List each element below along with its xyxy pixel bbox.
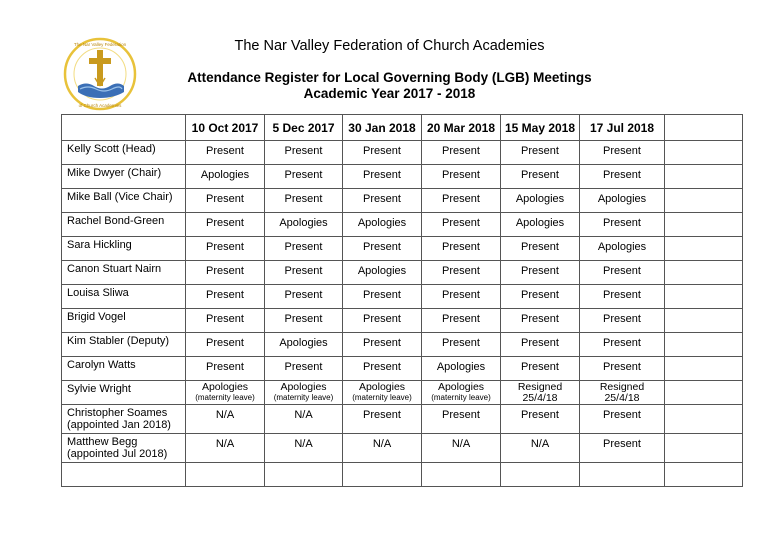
attendance-cell: N/A <box>265 434 343 463</box>
attendance-status: Apologies <box>358 381 406 393</box>
attendance-cell: Present <box>580 285 665 309</box>
attendance-table <box>61 114 743 487</box>
member-name-text: Kim Stabler (Deputy) <box>67 335 170 347</box>
attendance-cell: Present <box>186 141 265 165</box>
table-row <box>62 141 743 165</box>
empty-cell <box>665 405 743 434</box>
member-name-text: Sylvie Wright <box>67 383 131 395</box>
table-row <box>62 165 743 189</box>
table-row <box>62 463 743 487</box>
table-row <box>62 189 743 213</box>
attendance-cell: Present <box>501 261 580 285</box>
attendance-cell: Present <box>422 405 501 434</box>
table-row <box>62 381 743 405</box>
attendance-cell: N/A <box>186 434 265 463</box>
attendance-cell: Present <box>580 165 665 189</box>
attendance-cell: Present <box>343 357 422 381</box>
member-name-text: Rachel Bond-Green <box>67 215 165 227</box>
attendance-cell: Present <box>186 189 265 213</box>
attendance-cell: Apologies <box>501 189 580 213</box>
member-name <box>62 189 186 213</box>
table-row <box>62 285 743 309</box>
attendance-status: Resigned <box>517 381 563 393</box>
member-name-text: Brigid Vogel <box>67 311 126 323</box>
attendance-cell: Present <box>265 189 343 213</box>
member-name-note: (appointed Jan 2018) <box>67 419 171 431</box>
attendance-cell: N/A <box>501 434 580 463</box>
member-name-text: Louisa Sliwa <box>67 287 129 299</box>
attendance-cell <box>186 381 265 405</box>
member-name-text: Christopher Soames <box>67 407 168 419</box>
attendance-cell: Present <box>580 333 665 357</box>
member-name <box>62 381 186 405</box>
attendance-cell: Apologies <box>343 261 422 285</box>
member-name-text: Kelly Scott (Head) <box>67 143 156 155</box>
attendance-cell: Present <box>422 237 501 261</box>
attendance-cell <box>343 463 422 487</box>
attendance-cell: Present <box>580 357 665 381</box>
table-row <box>62 261 743 285</box>
attendance-cell: Present <box>265 309 343 333</box>
attendance-cell: Present <box>422 309 501 333</box>
attendance-cell: Present <box>265 141 343 165</box>
member-name <box>62 237 186 261</box>
page-title <box>0 70 779 102</box>
title-line-2: Academic Year 2017 - 2018 <box>303 86 476 101</box>
empty-cell <box>665 285 743 309</box>
attendance-cell: Present <box>422 213 501 237</box>
table-row <box>62 434 743 463</box>
column-header: 20 Mar 2018 <box>422 115 501 141</box>
logo-text-top: The Nar Valley Federation <box>73 42 127 47</box>
attendance-status: Apologies <box>280 381 327 393</box>
attendance-cell: Present <box>186 213 265 237</box>
member-name-text: Matthew Begg <box>67 436 138 448</box>
attendance-cell: Present <box>422 189 501 213</box>
column-header: 17 Jul 2018 <box>580 115 665 141</box>
column-header <box>665 115 743 141</box>
attendance-cell <box>580 381 665 405</box>
attendance-cell: Present <box>422 285 501 309</box>
empty-cell <box>665 189 743 213</box>
attendance-cell: Present <box>186 333 265 357</box>
attendance-cell: N/A <box>343 434 422 463</box>
attendance-cell: Present <box>265 357 343 381</box>
attendance-cell <box>265 463 343 487</box>
table-row <box>62 237 743 261</box>
attendance-cell: Present <box>343 285 422 309</box>
attendance-cell: Apologies <box>501 213 580 237</box>
member-name-note: (appointed Jul 2018) <box>67 448 168 460</box>
attendance-cell <box>501 381 580 405</box>
table-row <box>62 333 743 357</box>
attendance-cell: Apologies <box>265 213 343 237</box>
organisation-name: The Nar Valley Federation of Church Academies <box>234 38 545 54</box>
attendance-cell: Present <box>501 285 580 309</box>
attendance-note: (maternity leave) <box>195 393 255 402</box>
attendance-cell: Present <box>580 309 665 333</box>
attendance-cell: N/A <box>186 405 265 434</box>
attendance-cell: Present <box>580 405 665 434</box>
attendance-cell <box>343 381 422 405</box>
attendance-cell: Present <box>580 213 665 237</box>
attendance-cell: Present <box>422 261 501 285</box>
empty-cell <box>665 333 743 357</box>
attendance-cell: N/A <box>265 405 343 434</box>
attendance-cell: Present <box>501 141 580 165</box>
attendance-cell: Present <box>265 237 343 261</box>
attendance-cell: Present <box>501 165 580 189</box>
attendance-cell: Present <box>265 165 343 189</box>
attendance-note: 25/4/18 <box>604 392 640 404</box>
attendance-note: (maternity leave) <box>273 393 334 402</box>
member-name-text: Mike Dwyer (Chair) <box>67 167 162 179</box>
member-name <box>62 333 186 357</box>
title-line-1: Attendance Register for Local Governing Body (LGB) Meetings <box>187 70 592 85</box>
attendance-cell: Present <box>186 309 265 333</box>
attendance-cell: Present <box>580 141 665 165</box>
empty-cell <box>665 237 743 261</box>
attendance-cell: Present <box>343 189 422 213</box>
attendance-cell: Present <box>186 261 265 285</box>
table-row <box>62 405 743 434</box>
column-header: 15 May 2018 <box>501 115 580 141</box>
attendance-cell: Present <box>501 309 580 333</box>
empty-cell <box>665 213 743 237</box>
attendance-cell: Present <box>501 405 580 434</box>
attendance-cell: N/A <box>422 434 501 463</box>
attendance-cell: Present <box>580 434 665 463</box>
attendance-note: (maternity leave) <box>352 393 412 402</box>
attendance-note: 25/4/18 <box>522 392 558 404</box>
attendance-cell: Present <box>501 237 580 261</box>
empty-cell <box>665 357 743 381</box>
member-name <box>62 405 186 434</box>
table-row <box>62 309 743 333</box>
attendance-cell: Present <box>343 165 422 189</box>
attendance-cell: Apologies <box>186 165 265 189</box>
attendance-cell <box>501 463 580 487</box>
member-name <box>62 434 186 463</box>
empty-cell <box>665 434 743 463</box>
attendance-cell: Present <box>422 141 501 165</box>
attendance-status: Apologies <box>437 381 485 393</box>
attendance-cell <box>186 463 265 487</box>
member-name-text: Canon Stuart Nairn <box>67 263 162 275</box>
attendance-cell <box>422 463 501 487</box>
attendance-cell: Present <box>501 357 580 381</box>
table-row <box>62 213 743 237</box>
empty-cell <box>665 165 743 189</box>
member-name-text: Carolyn Watts <box>67 359 136 371</box>
column-header: 10 Oct 2017 <box>186 115 265 141</box>
attendance-status: Apologies <box>201 381 249 393</box>
attendance-cell: Present <box>186 237 265 261</box>
attendance-cell: Apologies <box>422 357 501 381</box>
member-name <box>62 309 186 333</box>
header-row <box>62 115 743 141</box>
empty-cell <box>665 381 743 405</box>
attendance-cell: Present <box>422 165 501 189</box>
attendance-status: Resigned <box>599 381 645 393</box>
attendance-cell: Present <box>580 261 665 285</box>
attendance-cell: Present <box>265 261 343 285</box>
member-name <box>62 213 186 237</box>
column-header: 5 Dec 2017 <box>265 115 343 141</box>
member-name <box>62 357 186 381</box>
attendance-cell: Present <box>186 357 265 381</box>
attendance-cell: Apologies <box>265 333 343 357</box>
attendance-cell: Present <box>343 405 422 434</box>
table-row <box>62 357 743 381</box>
attendance-cell: Present <box>422 333 501 357</box>
empty-cell <box>665 309 743 333</box>
attendance-cell: Present <box>343 237 422 261</box>
attendance-note: (maternity leave) <box>431 393 491 402</box>
logo-text-bottom: of Church Academies <box>78 103 122 108</box>
empty-cell <box>665 141 743 165</box>
attendance-cell: Present <box>265 285 343 309</box>
empty-cell <box>665 261 743 285</box>
attendance-cell <box>580 463 665 487</box>
attendance-cell: Present <box>501 333 580 357</box>
member-name <box>62 463 186 487</box>
member-name <box>62 141 186 165</box>
attendance-cell: Present <box>343 309 422 333</box>
attendance-cell <box>422 381 501 405</box>
attendance-cell: Apologies <box>343 213 422 237</box>
member-name <box>62 165 186 189</box>
member-name <box>62 261 186 285</box>
member-name-text: Mike Ball (Vice Chair) <box>67 191 173 203</box>
attendance-cell: Present <box>186 285 265 309</box>
attendance-cell: Present <box>343 141 422 165</box>
member-name-text: Sara Hickling <box>67 239 132 251</box>
attendance-cell <box>265 381 343 405</box>
column-header: 30 Jan 2018 <box>343 115 422 141</box>
column-header <box>62 115 186 141</box>
member-name <box>62 285 186 309</box>
attendance-cell: Apologies <box>580 237 665 261</box>
empty-cell <box>665 463 743 487</box>
attendance-cell: Apologies <box>580 189 665 213</box>
attendance-cell: Present <box>343 333 422 357</box>
